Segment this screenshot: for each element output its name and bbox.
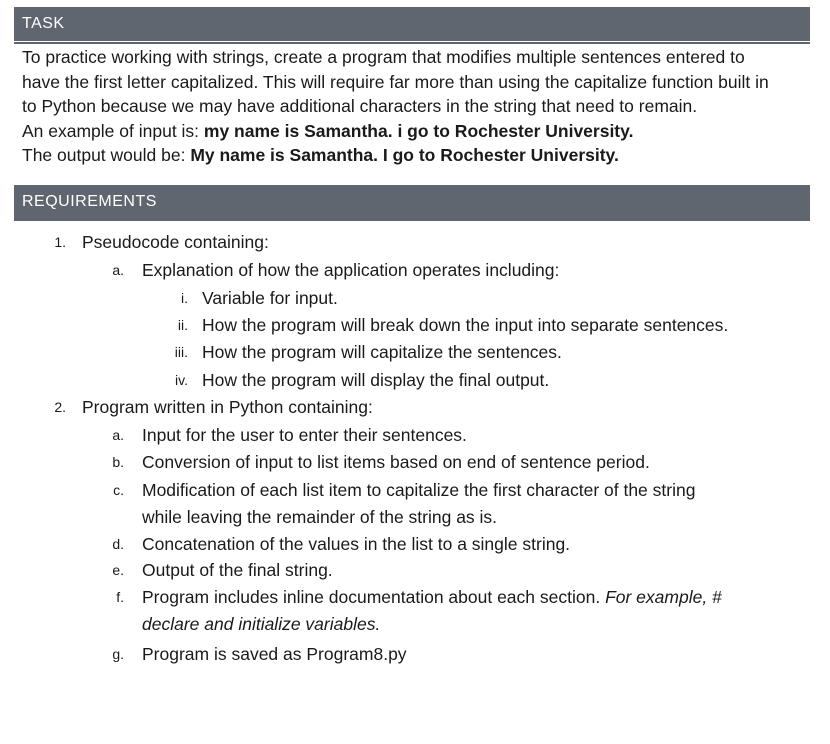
- task-para-line-3: to Python because we may have additional characters in the string that need to remain.: [22, 96, 698, 116]
- example-input-label: An example of input is:: [22, 120, 204, 141]
- requirement-1: Pseudocode containing:: [82, 232, 269, 252]
- task-para-line-1: To practice working with strings, create a program that modifies multiple sentences entered to: [22, 47, 745, 67]
- example-output-label: The output would be:: [22, 145, 191, 165]
- task-para-line-2: have the first letter capitalized. This will require far more than using the capitalize function built in: [22, 71, 769, 92]
- requirement-1a-iv: How the program will display the final output.: [202, 370, 550, 390]
- requirement-2: Program written in Python containing:: [82, 397, 373, 417]
- list-marker: a.: [112, 262, 124, 278]
- requirement-2f: [142, 585, 722, 609]
- requirement-1a-i: Variable for input.: [202, 288, 338, 308]
- list-marker: ii.: [177, 317, 188, 333]
- task-header-rule: [14, 42, 810, 44]
- requirement-2d: Concatenation of the values in the list to a single string.: [142, 534, 571, 554]
- list-marker: g.: [112, 646, 124, 662]
- example-input-value: my name is Samantha. i go to Rochester University.: [203, 120, 634, 141]
- task-section-header: TASK: [14, 7, 810, 41]
- requirement-2c: Modification of each list item to capitalize the first character of the string: [142, 480, 696, 500]
- list-marker: iii.: [174, 344, 188, 360]
- list-marker: d.: [112, 536, 124, 552]
- requirement-2f-cont: [142, 612, 380, 636]
- list-marker: a.: [112, 427, 124, 443]
- list-marker: 2.: [54, 399, 66, 415]
- task-description: [22, 45, 822, 168]
- list-marker: b.: [112, 454, 124, 470]
- list-marker: c.: [113, 482, 124, 498]
- requirement-2c-cont: while leaving the remainder of the string as is.: [142, 507, 498, 527]
- list-marker: 1.: [54, 234, 66, 250]
- requirement-2f-text: Program includes inline documentation about each section.: [142, 587, 606, 607]
- requirement-2e: Output of the final string.: [142, 560, 333, 580]
- requirement-2a: Input for the user to enter their sentences.: [142, 425, 467, 445]
- example-output-value: My name is Samantha. I go to Rochester University.: [190, 145, 619, 165]
- requirements-section-header: REQUIREMENTS: [14, 185, 810, 219]
- example-input-line: [22, 119, 822, 144]
- requirement-1a: Explanation of how the application operates including:: [142, 260, 560, 280]
- requirement-2b: Conversion of input to list items based on end of sentence period.: [142, 452, 650, 472]
- list-marker: f.: [116, 589, 124, 605]
- example-output-line: [22, 143, 822, 168]
- requirement-2f-example: For example, #: [605, 587, 722, 607]
- requirements-header-rule: [14, 219, 810, 221]
- list-marker: e.: [112, 562, 124, 578]
- requirement-2f-example-cont: declare and initialize variables.: [142, 614, 381, 634]
- list-marker: iv.: [175, 372, 188, 388]
- list-marker: i.: [181, 290, 188, 306]
- requirement-1a-iii: How the program will capitalize the sentences.: [202, 342, 562, 362]
- requirement-2g: Program is saved as Program8.py: [142, 644, 407, 664]
- requirement-1a-ii: How the program will break down the input into separate sentences.: [202, 315, 729, 335]
